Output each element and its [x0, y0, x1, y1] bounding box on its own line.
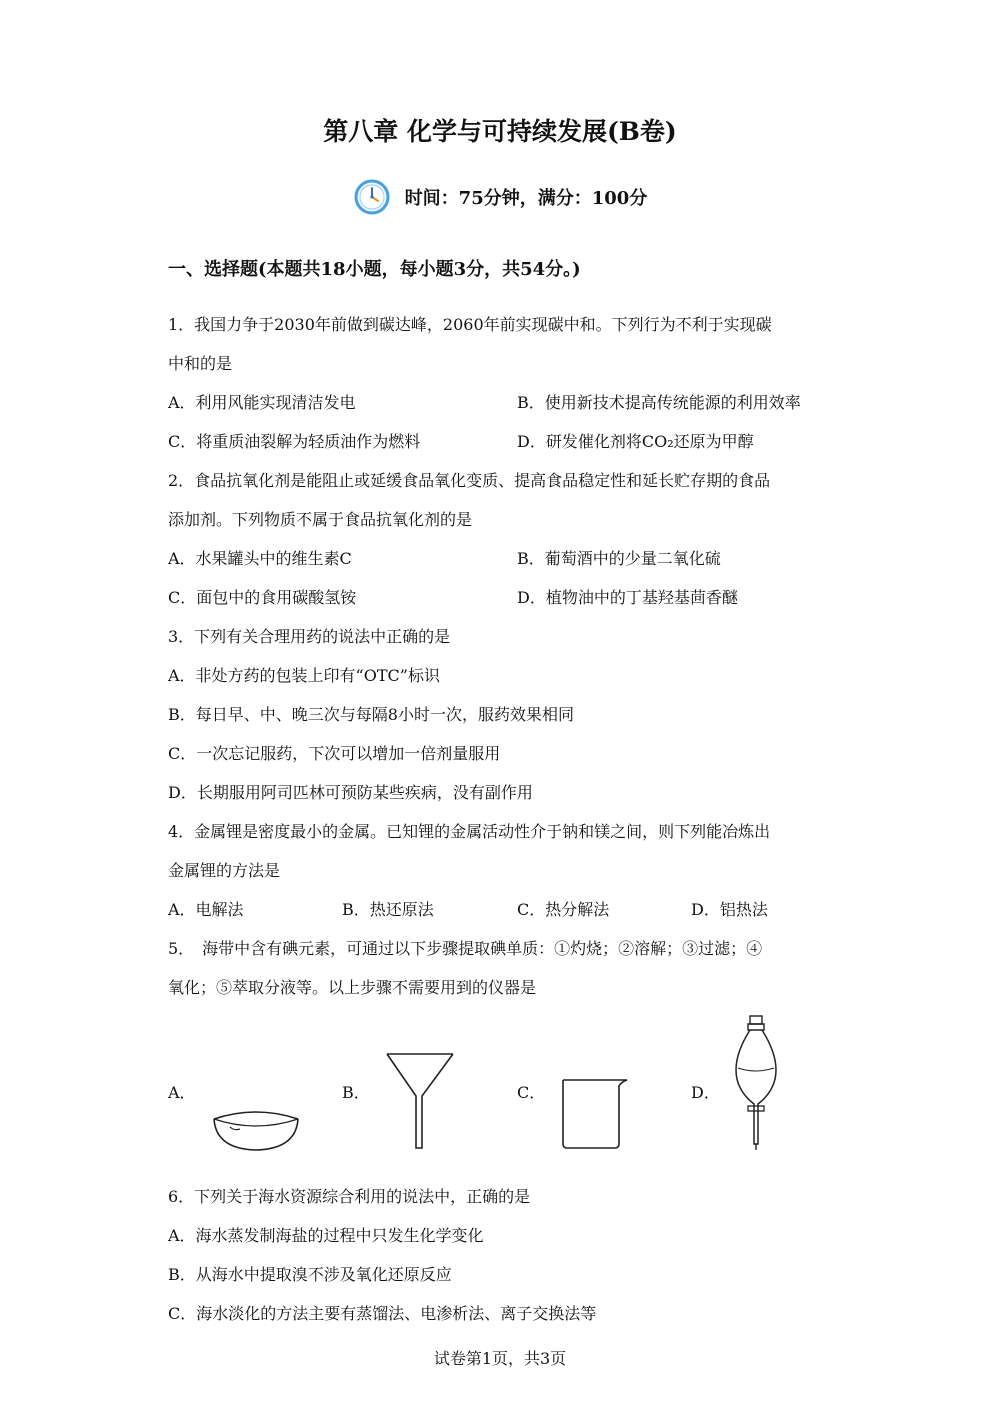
question-3-option-c: C．一次忘记服药，下次可以增加一倍剂量服用 — [168, 744, 501, 763]
separatory-funnel-icon — [730, 1012, 782, 1152]
question-4-option-b: B．热还原法 — [342, 900, 434, 919]
question-4-stem-line2: 金属锂的方法是 — [168, 861, 281, 880]
question-5-option-c-label: C． — [517, 1083, 546, 1102]
question-3-option-a: A．非处方药的包装上印有“OTC”标识 — [168, 666, 440, 685]
question-4-option-d: D．铝热法 — [691, 900, 768, 919]
question-5-stem-line1: 5． 海带中含有碘元素，可通过以下步骤提取碘单质：①灼烧；②溶解；③过滤；④ — [168, 939, 763, 958]
question-2-stem-line2: 添加剂。下列物质不属于食品抗氧化剂的是 — [168, 510, 473, 529]
funnel-icon — [384, 1050, 456, 1152]
question-6-option-b: B．从海水中提取溴不涉及氧化还原反应 — [168, 1265, 452, 1284]
evaporating-dish-icon — [210, 1105, 302, 1155]
question-2-option-b: B．葡萄酒中的少量二氧化硫 — [517, 549, 721, 568]
question-6-option-a: A．海水蒸发制海盐的过程中只发生化学变化 — [168, 1226, 484, 1245]
question-3-option-b: B．每日早、中、晚三次与每隔8小时一次，服药效果相同 — [168, 705, 574, 724]
time-info: 时间：75分钟，满分：100分 — [404, 188, 648, 209]
section-heading: 一、选择题(本题共18小题，每小题3分，共54分。) — [168, 259, 581, 280]
question-4-option-a: A．电解法 — [168, 900, 244, 919]
question-3-stem: 3．下列有关合理用药的说法中正确的是 — [168, 627, 451, 646]
question-4-option-c: C．热分解法 — [517, 900, 610, 919]
question-2-stem-line1: 2．食品抗氧化剂是能阻止或延缓食品氧化变质、提高食品稳定性和延长贮存期的食品 — [168, 471, 771, 490]
question-3-option-d: D．长期服用阿司匹林可预防某些疾病，没有副作用 — [168, 783, 533, 802]
question-1-option-c: C．将重质油裂解为轻质油作为燃料 — [168, 432, 421, 451]
question-4-stem-line1: 4．金属锂是密度最小的金属。已知锂的金属活动性介于钠和镁之间，则下列能冶炼出 — [168, 822, 771, 841]
question-6-stem: 6．下列关于海水资源综合利用的说法中，正确的是 — [168, 1187, 531, 1206]
question-2-option-c: C．面包中的食用碳酸氢铵 — [168, 588, 357, 607]
question-5-option-a-label: A． — [168, 1083, 196, 1102]
question-1-option-b: B．使用新技术提高传统能源的利用效率 — [517, 393, 801, 412]
question-2-option-d: D．植物油中的丁基羟基茴香醚 — [517, 588, 738, 607]
question-5-stem-line2: 氧化；⑤萃取分液等。以上步骤不需要用到的仪器是 — [168, 978, 537, 997]
page-title: 第八章 化学与可持续发展(B卷) — [323, 117, 677, 146]
question-1-stem-line2: 中和的是 — [168, 354, 233, 373]
question-5-option-b-label: B． — [342, 1083, 370, 1102]
question-1-stem-line1: 1．我国力争于2030年前做到碳达峰，2060年前实现碳中和。下列行为不利于实现碳 — [168, 315, 772, 334]
question-2-option-a: A．水果罐头中的维生素C — [168, 549, 352, 568]
beaker-icon — [557, 1076, 633, 1152]
page-footer: 试卷第1页，共3页 — [433, 1349, 567, 1368]
clock-icon — [353, 178, 391, 216]
question-1-option-a: A．利用风能实现清洁发电 — [168, 393, 356, 412]
question-6-option-c: C．海水淡化的方法主要有蒸馏法、电渗析法、离子交换法等 — [168, 1304, 597, 1323]
question-5-option-d-label: D． — [691, 1083, 720, 1102]
question-1-option-d: D．研发催化剂将CO₂还原为甲醇 — [517, 432, 754, 451]
time-info-line — [0, 178, 1000, 216]
